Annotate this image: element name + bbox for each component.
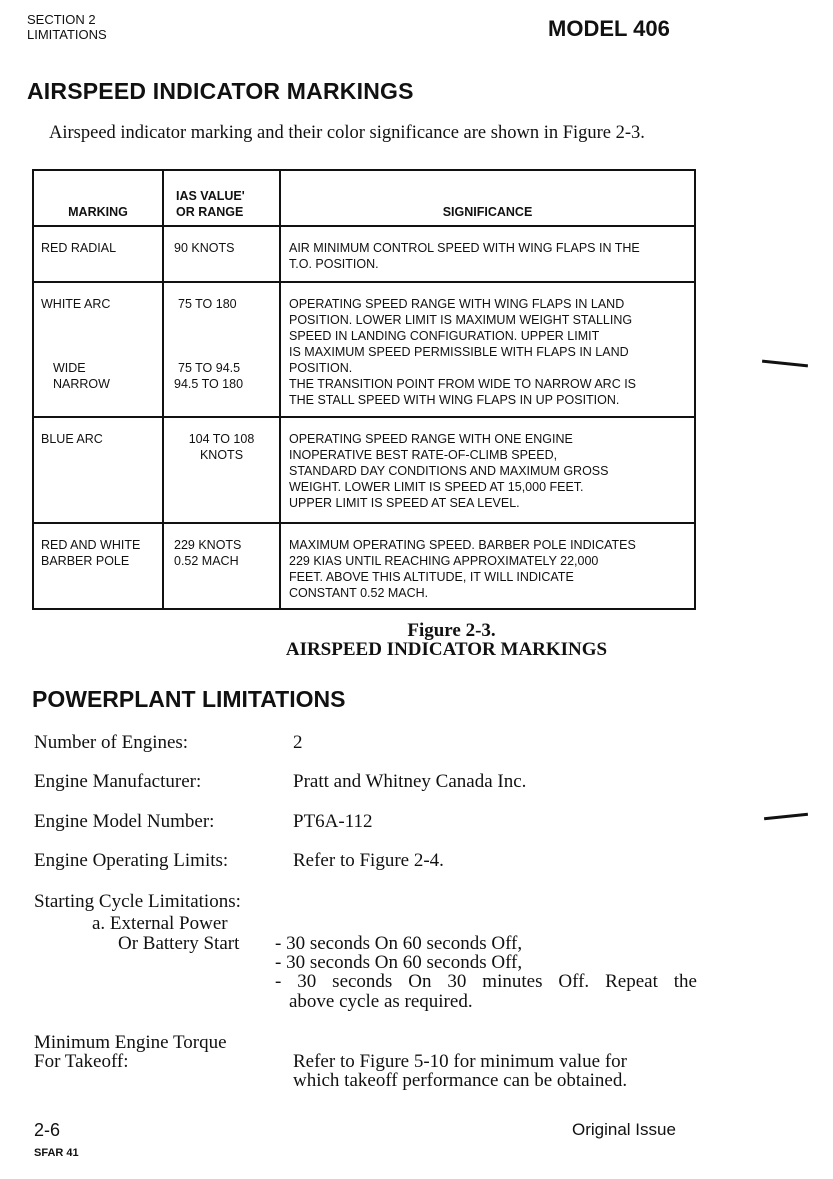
starting-sub-a-line2: Or Battery Start — [118, 933, 240, 954]
ias-text: 104 TO 108 — [188, 432, 255, 446]
significance-cell — [280, 417, 695, 523]
table-header-row — [33, 170, 695, 226]
marking-sub-text: WIDE — [53, 361, 86, 375]
ias-text: KNOTS — [199, 448, 244, 462]
figure-number: Figure 2-3. — [407, 620, 496, 641]
ias-sub-text: 75 TO 94.5 — [178, 361, 241, 375]
significance-line: FEET. ABOVE THIS ALTITUDE, IT WILL INDICATE — [289, 570, 574, 584]
ias-cell — [163, 226, 280, 282]
section-header — [27, 12, 107, 42]
significance-cell — [280, 523, 695, 609]
model-number-label: Engine Model Number: — [34, 811, 215, 832]
marking-text: RED RADIAL — [41, 241, 117, 255]
starting-sub-a-line1: a. External Power — [92, 913, 228, 934]
significance-line: WEIGHT. LOWER LIMIT IS SPEED AT 15,000 FEET. — [289, 480, 584, 494]
starting-cycle-3: - 30 seconds On 30 minutes Off. Repeat the — [275, 971, 697, 992]
powerplant-heading: POWERPLANT LIMITATIONS — [32, 686, 346, 712]
marking-text: BARBER POLE — [41, 554, 130, 568]
table-row — [33, 523, 695, 609]
model-title: MODEL 406 — [548, 16, 670, 41]
table-row — [33, 226, 695, 282]
section-number: SECTION 2 — [27, 12, 96, 27]
marking-cell — [33, 226, 163, 282]
torque-value-line1: Refer to Figure 5-10 for minimum value for — [293, 1051, 628, 1072]
significance-line: AIR MINIMUM CONTROL SPEED WITH WING FLAPS IN THE — [289, 241, 640, 255]
ias-sub-text: 94.5 TO 180 — [174, 377, 244, 391]
ias-cell — [163, 523, 280, 609]
significance-line: OPERATING SPEED RANGE WITH WING FLAPS IN LAND — [289, 297, 625, 311]
manufacturer-value: Pratt and Whitney Canada Inc. — [293, 771, 527, 792]
significance-line: INOPERATIVE BEST RATE-OF-CLIMB SPEED, — [289, 448, 558, 462]
significance-line: STANDARD DAY CONDITIONS AND MAXIMUM GROSS — [289, 464, 609, 478]
revision-mark — [764, 813, 808, 821]
table-row — [33, 417, 695, 523]
marking-cell — [33, 523, 163, 609]
starting-cycle-1: - 30 seconds On 60 seconds Off, — [275, 933, 523, 954]
ias-cell — [163, 282, 280, 417]
torque-label-line1: Minimum Engine Torque — [34, 1032, 227, 1053]
engines-value: 2 — [293, 732, 303, 753]
issue-label: Original Issue — [572, 1120, 676, 1139]
marking-text: WHITE ARC — [41, 297, 111, 311]
significance-line: THE STALL SPEED WITH WING FLAPS IN UP POSITION. — [289, 393, 620, 407]
torque-label-line2: For Takeoff: — [34, 1051, 129, 1072]
starting-cycle-cont: above cycle as required. — [289, 991, 473, 1012]
significance-cell — [280, 226, 695, 282]
significance-line: SPEED IN LANDING CONFIGURATION. UPPER LIMIT — [289, 329, 600, 343]
ias-cell — [163, 417, 280, 523]
header-significance: SIGNIFICANCE — [280, 170, 695, 226]
table-row — [33, 282, 695, 417]
header-ias — [163, 170, 280, 226]
significance-line: CONSTANT 0.52 MACH. — [289, 586, 429, 600]
header-ias-line1: IAS VALUE' — [176, 189, 245, 203]
marking-cell — [33, 282, 163, 417]
airspeed-intro: Airspeed indicator marking and their color significance are shown in Figure 2-3. — [49, 123, 645, 143]
significance-line: IS MAXIMUM SPEED PERMISSIBLE WITH FLAPS IN LAND — [289, 345, 629, 359]
airspeed-heading: AIRSPEED INDICATOR MARKINGS — [27, 78, 414, 104]
model-number-value: PT6A-112 — [293, 811, 373, 832]
significance-line: THE TRANSITION POINT FROM WIDE TO NARROW ARC IS — [289, 377, 637, 391]
ias-text: 229 KNOTS — [174, 538, 242, 552]
ias-text: 90 KNOTS — [174, 241, 235, 255]
page-number: 2-6 — [34, 1120, 61, 1140]
significance-line: UPPER LIMIT IS SPEED AT SEA LEVEL. — [289, 496, 520, 510]
significance-cell — [280, 282, 695, 417]
significance-line: POSITION. LOWER LIMIT IS MAXIMUM WEIGHT STALLING — [289, 313, 633, 327]
marking-sub-text: NARROW — [53, 377, 110, 391]
significance-line: OPERATING SPEED RANGE WITH ONE ENGINE — [289, 432, 573, 446]
starting-cycle-label: Starting Cycle Limitations: — [34, 891, 241, 912]
torque-value-line2: which takeoff performance can be obtained. — [293, 1070, 628, 1091]
marking-text: BLUE ARC — [41, 432, 103, 446]
sfar-label: SFAR 41 — [34, 1147, 79, 1159]
header-marking: MARKING — [33, 170, 163, 226]
revision-mark — [762, 360, 808, 368]
section-title: LIMITATIONS — [27, 27, 107, 42]
operating-limits-value: Refer to Figure 2-4. — [293, 850, 444, 871]
header-ias-line2: OR RANGE — [176, 205, 244, 219]
marking-text: RED AND WHITE — [41, 538, 141, 552]
marking-cell — [33, 417, 163, 523]
significance-line: POSITION. — [289, 361, 353, 375]
airspeed-markings-table — [32, 169, 696, 610]
operating-limits-label: Engine Operating Limits: — [34, 850, 229, 871]
starting-cycle-2: - 30 seconds On 60 seconds Off, — [275, 952, 523, 973]
figure-title: AIRSPEED INDICATOR MARKINGS — [285, 639, 608, 660]
significance-line: 229 KIAS UNTIL REACHING APPROXIMATELY 22,000 — [289, 554, 599, 568]
engines-label: Number of Engines: — [34, 732, 189, 753]
ias-text: 75 TO 180 — [178, 297, 237, 311]
manufacturer-label: Engine Manufacturer: — [34, 771, 202, 792]
ias-text: 0.52 MACH — [174, 554, 239, 568]
significance-line: T.O. POSITION. — [289, 257, 379, 271]
significance-line: MAXIMUM OPERATING SPEED. BARBER POLE INDICATES — [289, 538, 636, 552]
